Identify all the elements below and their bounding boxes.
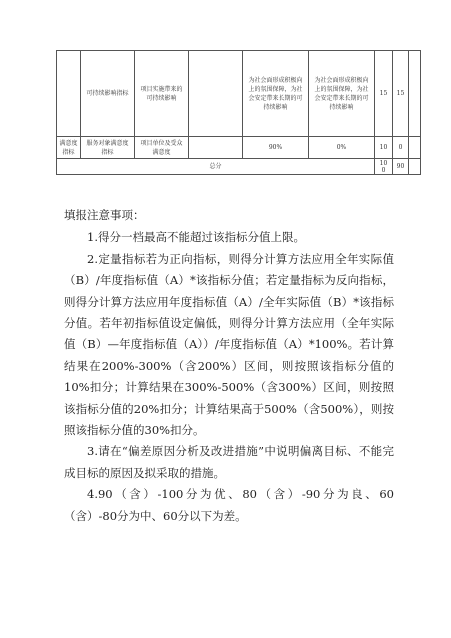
table-cell-total-weight: 100 bbox=[375, 159, 393, 175]
table-cell-score: 15 bbox=[393, 51, 409, 137]
notes-heading: 填报注意事项： bbox=[64, 208, 145, 222]
table-cell-total-label: 总分 bbox=[57, 159, 375, 175]
table-cell-empty bbox=[57, 51, 81, 137]
table-cell-weight: 15 bbox=[375, 51, 393, 137]
note-item-1: 1.得分一档最高不能超过该指标分值上限。 bbox=[87, 230, 305, 245]
table-cell-target-value: 90% bbox=[243, 137, 309, 159]
table-cell-indicator-detail: 项目实施带来的可持续影响 bbox=[135, 51, 189, 137]
table-cell-weight: 10 bbox=[375, 137, 393, 159]
table-cell-indicator-sustainability: 可持续影响指标 bbox=[81, 51, 135, 137]
note-item-3: 3.请在“偏差原因分析及改进措施”中说明偏离目标、不能完成目标的原因及拟采取的措施。 bbox=[64, 444, 394, 480]
table-cell-indicator-detail: 项目单位及受众满意度 bbox=[135, 137, 189, 159]
table-cell-category-satisfaction: 满意度指标 bbox=[57, 137, 81, 159]
table-cell-indicator-satisfaction: 服务对象满意度指标 bbox=[81, 137, 135, 159]
table-cell-empty bbox=[409, 51, 421, 137]
table-cell-target-value: 为社会面形成积极向上的氛围保障，为社会安定带来长期的可持续影响 bbox=[243, 51, 309, 137]
table-row-sustainability bbox=[57, 51, 421, 137]
table-cell-actual-value: 为社会面形成积极向上的氛围保障，为社会安定带来长期的可持续影响 bbox=[309, 51, 375, 137]
table-cell-total-score: 90 bbox=[393, 159, 409, 175]
table-cell-actual-value: 0% bbox=[309, 137, 375, 159]
note-item-2: 2.定量指标若为正向指标，则得分计算方法应用全年实际值（B）/年度指标值（A）*该指标分值；若定量指标为反向指标，则得分计算方法应用年度指标值（A）/全年实际值（B）*该指标分值。若年初指标值设定偏低，则得分计算方法应用（全年实际值（B）—年度指标值（A））/年度指标值（A）*100%。若计算结果在200%-300%（含200%）区间，则按照该指标分值的10%扣分；计算结果在300%-500%（含300%）区间，则按照该指标分值的20%扣分；计算结果高于500%（含500%），则按照该指标分值的30%扣分。 bbox=[64, 251, 394, 438]
note-item-4: 4.90（含）-100分为优、80（含）-90分为良、60（含）-80分为中、60分以下为差。 bbox=[64, 487, 394, 523]
table-cell-empty bbox=[189, 51, 243, 137]
table-cell-score: 0 bbox=[393, 137, 409, 159]
table-cell-empty bbox=[409, 137, 421, 159]
table-cell-empty bbox=[409, 159, 421, 175]
table-row-satisfaction bbox=[57, 137, 421, 159]
table-row-total bbox=[57, 159, 421, 175]
table-cell-empty bbox=[189, 137, 243, 159]
performance-score-table bbox=[56, 50, 421, 175]
filling-notes bbox=[64, 205, 394, 527]
